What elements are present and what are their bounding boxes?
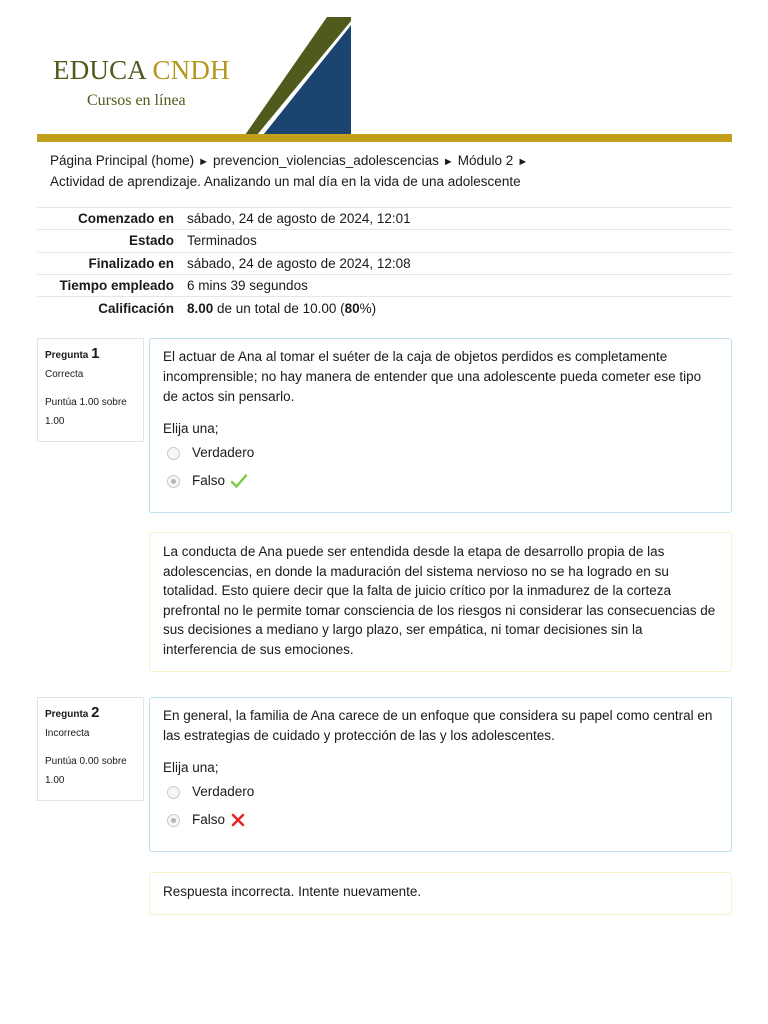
grade-value [187, 297, 732, 319]
option-label: Verdadero [192, 445, 255, 460]
question-text: El actuar de Ana al tomar el suéter de la caja de objetos perdidos es completamente incomprensible; no hay manera de entender que una adolescente pueda cometer ese tipo de actos sin pensarlo. [163, 349, 702, 404]
question-text: En general, la familia de Ana carece de un enfoque que considera su papel como central en las estrategias de cuidado y protección de las y los adolescentes. [163, 708, 713, 743]
breadcrumb-module[interactable]: Módulo 2 [457, 153, 514, 168]
answer-option[interactable] [163, 778, 718, 806]
summary-value: sábado, 24 de agosto de 2024, 12:01 [187, 208, 732, 230]
attempt-summary [37, 207, 732, 319]
radio-button-selected[interactable] [167, 814, 180, 827]
summary-row [37, 208, 732, 230]
summary-label: Comenzado en [37, 208, 187, 230]
question-info [37, 697, 144, 801]
question-number: Pregunta 1 [45, 345, 100, 362]
breadcrumb-separator: ► [198, 156, 209, 168]
summary-value: Terminados [187, 230, 732, 252]
summary-row [37, 252, 732, 274]
summary-row [37, 274, 732, 296]
question-formulation [149, 338, 732, 513]
summary-label: Estado [37, 230, 187, 252]
logo-graphic [245, 17, 351, 135]
question-info [37, 338, 144, 442]
grade-percent: 80 [344, 300, 360, 316]
site-header [37, 17, 732, 142]
summary-row-grade [37, 297, 732, 319]
answer-option-selected[interactable] [163, 806, 718, 834]
logo-educa: EDUCA [53, 55, 146, 85]
option-label: Verdadero [192, 784, 255, 799]
summary-label: Tiempo empleado [37, 274, 187, 296]
logo-subtitle: Cursos en línea [87, 92, 186, 109]
answer-prompt: Elija una; [163, 760, 219, 775]
question-formulation [149, 697, 732, 852]
summary-label: Finalizado en [37, 252, 187, 274]
header-divider [37, 134, 732, 142]
answer-prompt: Elija una; [163, 421, 219, 436]
breadcrumb [50, 151, 730, 192]
radio-button[interactable] [167, 786, 180, 799]
radio-button[interactable] [167, 447, 180, 460]
question-state: Correcta [45, 369, 84, 380]
breadcrumb-separator: ► [442, 156, 454, 168]
cross-icon [231, 813, 245, 827]
check-icon [231, 474, 247, 488]
answer-option[interactable] [163, 439, 718, 467]
breadcrumb-activity[interactable]: Actividad de aprendizaje. Analizando un mal día en la vida de una adolescente [50, 174, 521, 189]
question-grade: Puntúa 0.00 sobre 1.00 [45, 756, 127, 786]
option-label: Falso [192, 812, 226, 827]
site-logo[interactable] [53, 55, 230, 86]
summary-value: sábado, 24 de agosto de 2024, 12:08 [187, 252, 732, 274]
breadcrumb-separator: ► [517, 156, 529, 168]
option-label: Falso [192, 473, 226, 488]
grade-score: 8.00 [187, 300, 214, 316]
radio-button-selected[interactable] [167, 475, 180, 488]
grade-label: Calificación [37, 297, 187, 319]
breadcrumb-course[interactable]: prevencion_violencias_adolescencias [212, 153, 439, 168]
question-feedback: La conducta de Ana puede ser entendida desde la etapa de desarrollo propia de las adolescencias, en donde la maduración del sistema nervioso no se ha logrado en su totalidad. Esto quiere decir que la falta de juicio crítico por la inmadurez de la corteza prefrontal no le permite tomar consciencia de los riesgos ni considerar las consecuencias de sus decisiones a mediano y largo plazo, ser empática, ni tomar decisiones sin la interferencia de sus emociones. [149, 532, 732, 672]
summary-value: 6 mins 39 segundos [187, 274, 732, 296]
question-state: Incorrecta [45, 728, 90, 739]
question-number: Pregunta 2 [45, 704, 100, 721]
breadcrumb-home[interactable]: Página Principal (home) [50, 153, 195, 168]
logo-cndh: CNDH [152, 55, 230, 85]
question-feedback: Respuesta incorrecta. Intente nuevamente. [149, 872, 732, 915]
grade-total: de un total de 10.00 ( [213, 300, 345, 316]
summary-row [37, 230, 732, 252]
question-grade: Puntúa 1.00 sobre 1.00 [45, 397, 127, 427]
grade-suffix: %) [359, 300, 377, 316]
answer-option-selected[interactable] [163, 467, 718, 495]
